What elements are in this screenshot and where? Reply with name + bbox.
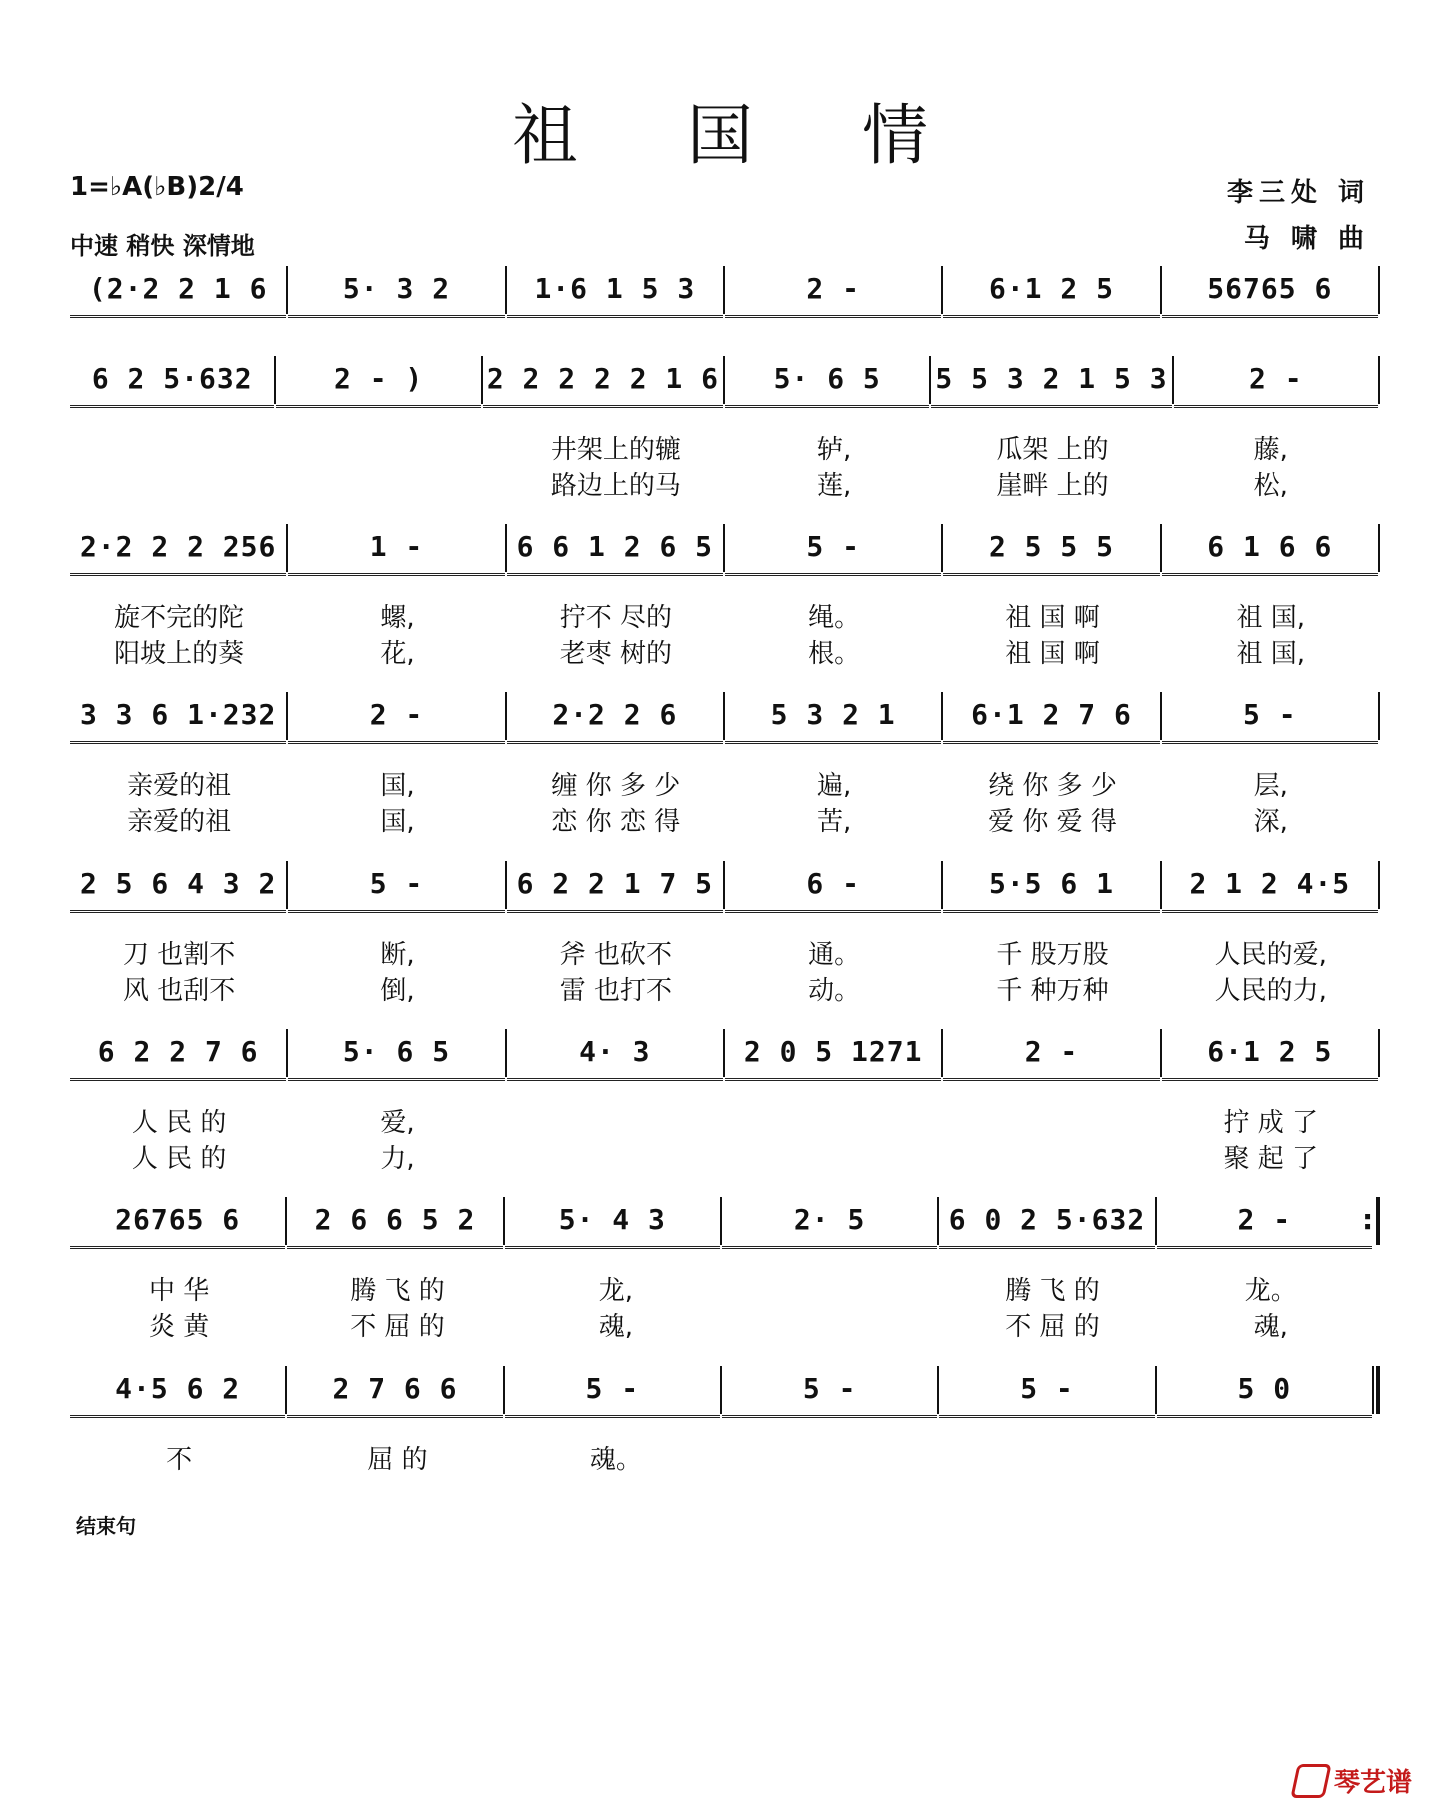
measure: 2 5 5 5 <box>943 520 1159 576</box>
staff-row <box>70 520 1380 669</box>
staff-row <box>70 352 1380 501</box>
measure: 5 3 2 1 <box>725 688 941 744</box>
composer-credit: 马 啸 曲 <box>1243 224 1370 254</box>
lyric-segment: 爱, <box>380 1107 415 1138</box>
lyric-segment: 不 <box>166 1444 193 1475</box>
lyric-segment: 螺, <box>380 602 415 633</box>
lyric-segment: 阳坡上的葵 <box>114 638 245 669</box>
lyric-segment: 风 也刮不 <box>123 975 236 1006</box>
lyric-segment: 动。 <box>808 975 861 1006</box>
measure: 6 0 2 5·632 <box>939 1193 1154 1249</box>
lyric-segment: 刀 也割不 <box>123 939 236 970</box>
measure: 4· 3 <box>507 1025 723 1081</box>
notes-row <box>70 352 1380 408</box>
staff-row <box>70 1193 1380 1342</box>
measure: 2 - <box>1157 1193 1372 1249</box>
measure: 5·5 6 1 <box>943 857 1159 913</box>
lyric-segment: 绕 你 多 少 <box>988 770 1117 801</box>
bar-line <box>1378 861 1380 909</box>
notes-row <box>70 688 1380 744</box>
lyric-segment: 聚 起 了 <box>1223 1143 1319 1174</box>
measure: 1 - <box>288 520 504 576</box>
site-logo <box>1294 1762 1412 1799</box>
lyric-segment: 爱 你 爱 得 <box>988 806 1117 837</box>
lyric-segment: 亲爱的祖 <box>127 770 232 801</box>
measure: 6 1 6 6 <box>1162 520 1378 576</box>
song-title: 祖 国 情 <box>512 97 972 174</box>
measure: 5 - <box>725 520 941 576</box>
lyric-segment: 人 民 的 <box>131 1107 227 1138</box>
lyric-segment: 祖 国 啊 <box>1005 602 1100 633</box>
final-bar <box>1372 1366 1380 1414</box>
lyric-segment: 深, <box>1253 806 1288 837</box>
lyric-segment: 炎 黄 <box>149 1311 210 1342</box>
measure: 5 0 <box>1157 1362 1372 1418</box>
lyric-segment: 龙。 <box>1244 1275 1297 1306</box>
lyric-segment: 通。 <box>808 939 861 970</box>
lyric-segment: 雷 也打不 <box>559 975 672 1006</box>
measure: 2 7 6 6 <box>287 1362 502 1418</box>
notes-row <box>70 520 1380 576</box>
lyric-segment: 腾 飞 的 <box>1005 1275 1100 1306</box>
lyric-segment: 井架上的辘 <box>550 434 681 465</box>
lyric-segment: 松, <box>1253 470 1288 501</box>
lyrics-line <box>70 1307 1380 1341</box>
measure: 4·5 6 2 <box>70 1362 285 1418</box>
lyrics-line <box>70 634 1380 668</box>
measure: 5 - <box>722 1362 937 1418</box>
measure: (2·2 2 1 6 <box>70 262 286 318</box>
measure: 6 2 2 1 7 5 <box>507 857 723 913</box>
lyrics-line <box>70 430 1380 464</box>
lyric-segment: 恋 你 恋 得 <box>551 806 681 837</box>
lyric-segment: 亲爱的祖 <box>127 806 232 837</box>
repeat-bar <box>1372 1197 1380 1245</box>
lyrics-line <box>70 935 1380 969</box>
measure: 6·1 2 7 6 <box>943 688 1159 744</box>
lyric-segment: 人民的爱, <box>1214 939 1327 970</box>
lyric-segment: 断, <box>380 939 415 970</box>
bar-line <box>1378 356 1380 404</box>
measure: 6 - <box>725 857 941 913</box>
lyrics-line <box>70 1103 1380 1137</box>
key-signature: 1=♭A(♭B)2/4 <box>70 172 244 202</box>
lyric-segment: 不 屈 的 <box>1005 1311 1100 1342</box>
lyric-segment: 祖 国, <box>1236 602 1306 633</box>
measure: 2 - <box>943 1025 1159 1081</box>
measure: 5 - <box>505 1362 720 1418</box>
lyric-segment: 缠 你 多 少 <box>551 770 681 801</box>
notes-row <box>70 1193 1380 1249</box>
lyric-segment: 国, <box>380 770 415 801</box>
lyric-segment: 根。 <box>808 638 861 669</box>
lyrics-line <box>70 802 1380 836</box>
lyric-segment: 轳, <box>817 434 852 465</box>
lyric-segment: 屈 的 <box>367 1444 428 1475</box>
measure: 5 - <box>288 857 504 913</box>
lyric-segment: 国, <box>380 806 415 837</box>
lyric-segment: 旋不完的陀 <box>114 602 245 633</box>
measure: 5· 3 2 <box>288 262 504 318</box>
logo-text: 琴艺谱 <box>1333 1768 1412 1798</box>
measure: 5 - <box>1162 688 1378 744</box>
lyric-segment: 崖畔 上的 <box>996 470 1109 501</box>
logo-icon <box>1290 1764 1331 1798</box>
lyrics-line <box>70 1440 1380 1474</box>
lyric-segment: 拧 成 了 <box>1223 1107 1319 1138</box>
lyric-segment: 魂。 <box>589 1444 642 1475</box>
lyric-segment: 花, <box>380 638 415 669</box>
measure: 1·6 1 5 3 <box>507 262 723 318</box>
notes-row <box>70 857 1380 913</box>
lyrics-line <box>70 1271 1380 1305</box>
measure: 2 6 6 5 2 <box>287 1193 502 1249</box>
measure: 5 - <box>939 1362 1154 1418</box>
measure: 2 - <box>1174 352 1378 408</box>
lyric-segment: 人民的力, <box>1214 975 1327 1006</box>
bar-line <box>1378 266 1380 314</box>
measure: 56765 6 <box>1162 262 1378 318</box>
lyrics-line <box>70 766 1380 800</box>
measure: 5· 6 5 <box>288 1025 504 1081</box>
measure: 2 1 2 4·5 <box>1162 857 1378 913</box>
lyric-segment: 老枣 树的 <box>559 638 672 669</box>
ending-label: 结束句 <box>76 1514 136 1538</box>
staff-row <box>70 1362 1380 1475</box>
measure: 5 5 3 2 1 5 3 <box>931 352 1171 408</box>
lyric-segment: 拧不 尽的 <box>559 602 672 633</box>
notes-row <box>70 262 1380 318</box>
lyric-segment: 腾 飞 的 <box>350 1275 445 1306</box>
staff-row <box>70 262 1380 322</box>
notes-row <box>70 1025 1380 1081</box>
bar-line <box>1378 692 1380 740</box>
lyric-segment: 人 民 的 <box>131 1143 227 1174</box>
lyrics-line <box>70 1139 1380 1173</box>
lyric-segment: 魂, <box>598 1311 633 1342</box>
measure: 2 - <box>288 688 504 744</box>
lyric-segment: 藤, <box>1253 434 1288 465</box>
measure: 26765 6 <box>70 1193 285 1249</box>
lyric-segment: 中 华 <box>149 1275 210 1306</box>
measure: 5· 4 3 <box>505 1193 720 1249</box>
measure: 6 2 5·632 <box>70 352 274 408</box>
lyric-segment: 祖 国, <box>1236 638 1306 669</box>
measure: 5· 6 5 <box>725 352 929 408</box>
lyric-segment: 斧 也砍不 <box>559 939 672 970</box>
measure: 6·1 2 5 <box>943 262 1159 318</box>
lyric-segment: 倒, <box>380 975 415 1006</box>
staff-row <box>70 688 1380 837</box>
lyric-segment: 苦, <box>817 806 852 837</box>
measure: 3 3 6 1·232 <box>70 688 286 744</box>
lyrics-line <box>70 598 1380 632</box>
staff-row <box>70 857 1380 1006</box>
lyrics-line <box>70 971 1380 1005</box>
staff-row <box>70 1025 1380 1174</box>
lyric-segment: 路边上的马 <box>550 470 681 501</box>
measure: 6 2 2 7 6 <box>70 1025 286 1081</box>
tempo-marking: 中速 稍快 深情地 <box>70 232 255 260</box>
measure: 2· 5 <box>722 1193 937 1249</box>
measure: 2 - <box>725 262 941 318</box>
bar-line <box>1378 524 1380 572</box>
lyricist-credit: 李三处 词 <box>1226 178 1370 208</box>
lyric-segment: 千 股万股 <box>996 939 1109 970</box>
lyric-segment: 莲, <box>817 470 852 501</box>
lyric-segment: 瓜架 上的 <box>996 434 1109 465</box>
lyric-segment: 层, <box>1253 770 1288 801</box>
measure: 2 - ) <box>276 352 480 408</box>
lyric-segment: 千 种万种 <box>996 975 1109 1006</box>
measure: 2 2 2 2 2 1 6 <box>483 352 723 408</box>
notes-row <box>70 1362 1380 1418</box>
lyric-segment: 祖 国 啊 <box>1005 638 1100 669</box>
measure: 6 6 1 2 6 5 <box>507 520 723 576</box>
measure: 2·2 2 6 <box>507 688 723 744</box>
lyric-segment: 龙, <box>598 1275 633 1306</box>
lyrics-line <box>70 466 1380 500</box>
lyric-segment: 不 屈 的 <box>350 1311 445 1342</box>
measure: 6·1 2 5 <box>1162 1025 1378 1081</box>
measure: 2 5 6 4 3 2 <box>70 857 286 913</box>
lyric-segment: 力, <box>380 1143 415 1174</box>
measure: 2 0 5 1271 <box>725 1025 941 1081</box>
lyric-segment: 绳。 <box>808 602 861 633</box>
measure: 2·2 2 2 256 <box>70 520 286 576</box>
lyric-segment: 魂, <box>1253 1311 1288 1342</box>
lyric-segment: 遍, <box>817 770 852 801</box>
bar-line <box>1378 1029 1380 1077</box>
